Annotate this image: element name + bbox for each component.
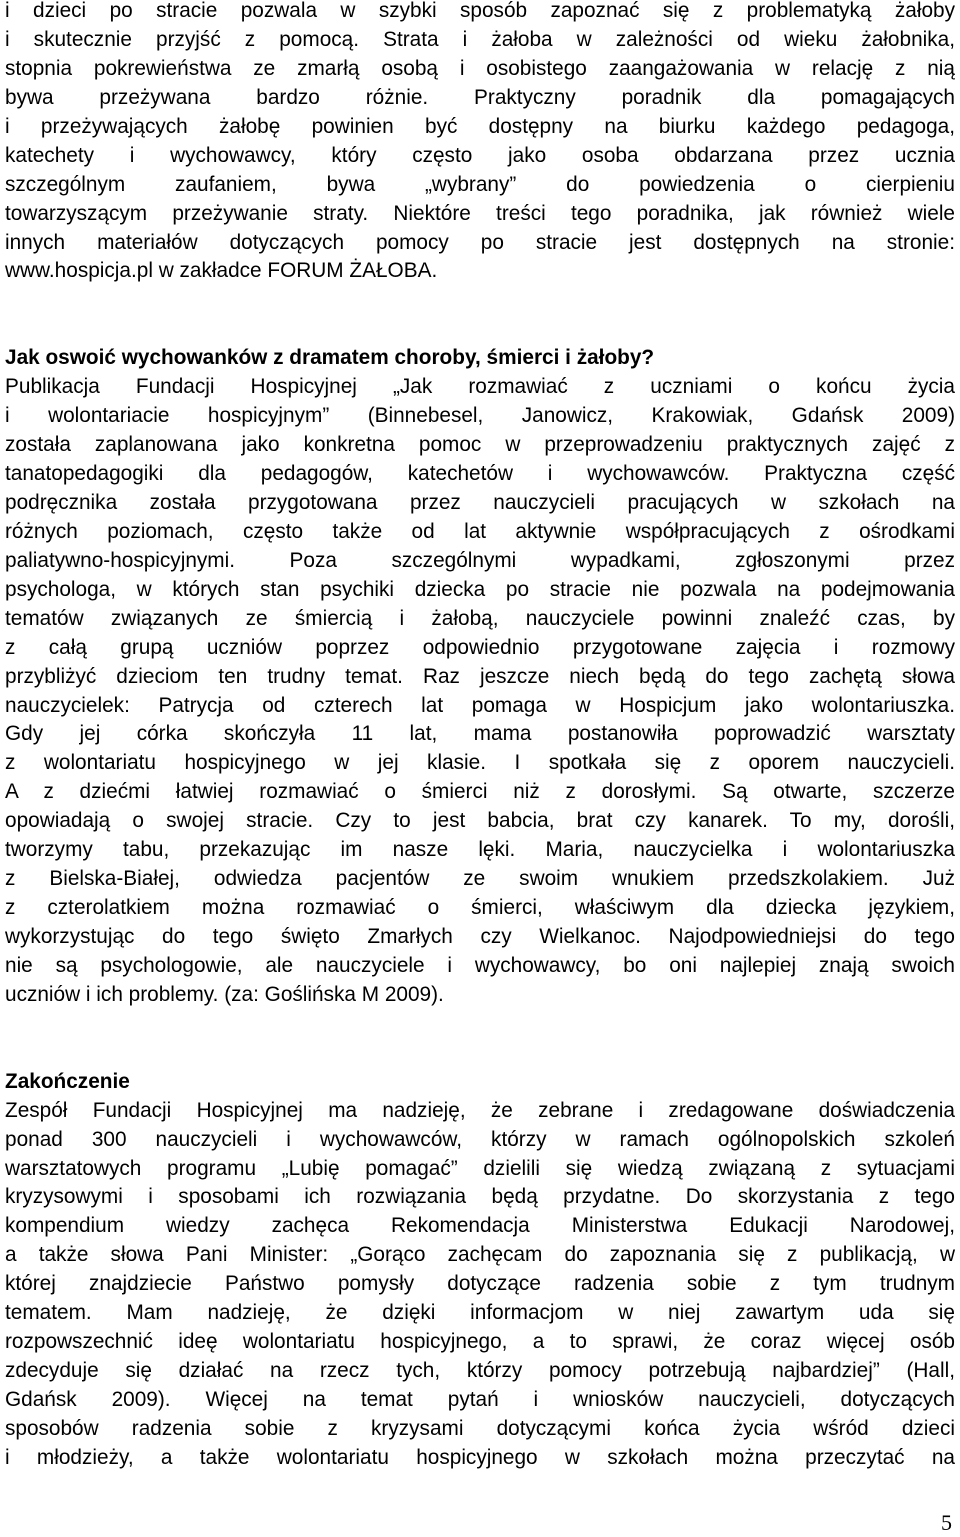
text-line: A z dziećmi łatwiej rozmawiać o śmierci niż z dorosłymi. Są otwarte, szczerze bbox=[5, 780, 955, 804]
text-line: i skutecznie przyjść z pomocą. Strata i żałoba w zależności od wieku żałobnika, bbox=[5, 27, 955, 51]
text-line: Gdańsk 2009). Więcej na temat pytań i wniosków nauczycieli, dotyczących bbox=[5, 1388, 955, 1412]
text-line: i wolontariacie hospicyjnym” (Binnebesel, Janowicz, Krakowiak, Gdańsk 2009) bbox=[5, 404, 955, 428]
text-line: i dzieci po stracie pozwala w szybki sposób zapoznać się z problematyką żałoby bbox=[5, 0, 955, 22]
text-line: tworzymy tabu, przekazując im nasze lęki. Maria, nauczycielka i wolontariuszka bbox=[5, 838, 955, 862]
text-line: przybliżyć dzieciom ten trudny temat. Raz jeszcze niech będą do tego zachętą słowa bbox=[5, 664, 955, 688]
text-line: z całą grupą uczniów poprzez odpowiednio przygotowane zajęcia i rozmowy bbox=[5, 635, 955, 659]
text-line: i młodzieży, a także wolontariatu hospicyjnego w szkołach można przeczytać na bbox=[5, 1445, 955, 1469]
text-line: rozpowszechnić ideę wolontariatu hospicyjnego, a to sprawi, że coraz więcej osób bbox=[5, 1330, 955, 1354]
text-line: warsztatowych programu „Lubię pomagać” dzielili się wiedzą związaną z sytuacjami bbox=[5, 1156, 955, 1180]
section-pupils bbox=[5, 344, 955, 1010]
paragraph-intro bbox=[5, 0, 955, 286]
text-line: tematów związanych ze śmiercią i żałobą, nauczyciele powinni znaleźć czas, by bbox=[5, 606, 955, 630]
text-line: i przeżywających żałobę powinien być dostępny na biurku każdego pedagoga, bbox=[5, 114, 955, 138]
paragraph-spacer bbox=[5, 1010, 955, 1068]
text-line: stopnia pokrewieństwa ze zmarłą osobą i osobistego zaangażowania w relację z nią bbox=[5, 56, 955, 80]
text-line: kryzysowymi i sposobami ich rozwiązania będą przydatne. Do skorzystania z tego bbox=[5, 1185, 955, 1209]
text-line: towarzyszącym przeżywanie straty. Niektóre treści tego poradnika, jak również wiele bbox=[5, 201, 955, 225]
section-heading: Jak oswoić wychowanków z dramatem choroby, śmierci i żałoby? bbox=[5, 346, 655, 370]
text-line: innych materiałów dotyczących pomocy po stracie jest dostępnych na stronie: bbox=[5, 230, 955, 254]
text-line: tanatopedagogiki dla pedagogów, katechetów i wychowawców. Praktyczna część bbox=[5, 462, 955, 486]
text-line: ponad 300 nauczycieli i wychowawców, którzy w ramach ogólnopolskich szkoleń bbox=[5, 1127, 955, 1151]
text-line: bywa przeżywana bardzo różnie. Praktyczny poradnik dla pomagających bbox=[5, 85, 955, 109]
text-line: zdecyduje się działać na rzecz tych, którzy pomocy potrzebują najbardziej” (Hall, bbox=[5, 1359, 955, 1383]
text-line: Zespół Fundacji Hospicyjnej ma nadzieję, że zebrane i zredagowane doświadczenia bbox=[5, 1098, 955, 1122]
text-line: sposobów radzenia sobie z kryzysami dotyczącymi końca życia wśród dzieci bbox=[5, 1416, 955, 1440]
text-line: z Bielska-Białej, odwiedza pacjentów ze swoim wnukiem przedszkolakiem. Już bbox=[5, 867, 955, 891]
text-line: Gdy jej córka skończyła 11 lat, mama postanowiła poprowadzić warsztaty bbox=[5, 722, 955, 746]
text-line: podręcznika została przygotowana przez nauczycieli pracujących w szkołach na bbox=[5, 490, 955, 514]
text-line: wykorzystując do tego święto Zmarłych czy Wielkanoc. Najodpowiedniejsi do tego bbox=[5, 925, 955, 949]
document-page bbox=[5, 0, 955, 1473]
section-heading: Zakończenie bbox=[5, 1069, 130, 1093]
text-line: kompendium wiedzy zachęca Rekomendacja Ministerstwa Edukacji Narodowej, bbox=[5, 1214, 955, 1238]
text-line: szczególnym zaufaniem, bywa „wybrany” do powiedzenia o cierpieniu bbox=[5, 172, 955, 196]
text-line: www.hospicja.pl w zakładce FORUM ŻAŁOBA. bbox=[5, 259, 438, 283]
text-line: Publikacja Fundacji Hospicyjnej „Jak rozmawiać z uczniami o końcu życia bbox=[5, 375, 955, 399]
text-line: katechety i wychowawcy, który często jako osoba obdarzana przez ucznia bbox=[5, 143, 955, 167]
text-line: uczniów i ich problemy. (za: Goślińska M 2009). bbox=[5, 982, 444, 1006]
section-conclusion bbox=[5, 1068, 955, 1473]
text-line: której znajdziecie Państwo pomysły dotyczące radzenia sobie z tym trudnym bbox=[5, 1272, 955, 1296]
text-line: psychologa, w których stan psychiki dziecka po stracie nie pozwala na podejmowania bbox=[5, 577, 955, 601]
text-line: nauczycielek: Patrycja od czterech lat pomaga w Hospicjum jako wolontariuszka. bbox=[5, 693, 955, 717]
text-line: opowiadają o swojej stracie. Czy to jest babcia, brat czy kanarek. To my, dorośli, bbox=[5, 809, 955, 833]
page-number: 5 bbox=[941, 1510, 952, 1535]
text-line: różnych poziomach, często także od lat aktywnie współpracujących z ośrodkami bbox=[5, 519, 955, 543]
text-line: tematem. Mam nadzieję, że dzięki informacjom w niej zawartym uda się bbox=[5, 1301, 955, 1325]
text-line: paliatywno-hospicyjnymi. Poza szczególnymi wypadkami, zgłoszonymi przez bbox=[5, 548, 955, 572]
paragraph-spacer bbox=[5, 286, 955, 344]
text-line: nie są psychologowie, ale nauczyciele i wychowawcy, bo oni najlepiej znają swoich bbox=[5, 953, 955, 977]
text-line: z wolontariatu hospicyjnego w jej klasie. I spotkała się z oporem nauczycieli. bbox=[5, 751, 955, 775]
text-line: z czterolatkiem można rozmawiać o śmierci, właściwym dla dziecka językiem, bbox=[5, 896, 955, 920]
text-line: została zaplanowana jako konkretna pomoc w przeprowadzeniu praktycznych zajęć z bbox=[5, 433, 955, 457]
text-line: a także słowa Pani Minister: „Gorąco zachęcam do zapoznania się z publikacją, w bbox=[5, 1243, 955, 1267]
